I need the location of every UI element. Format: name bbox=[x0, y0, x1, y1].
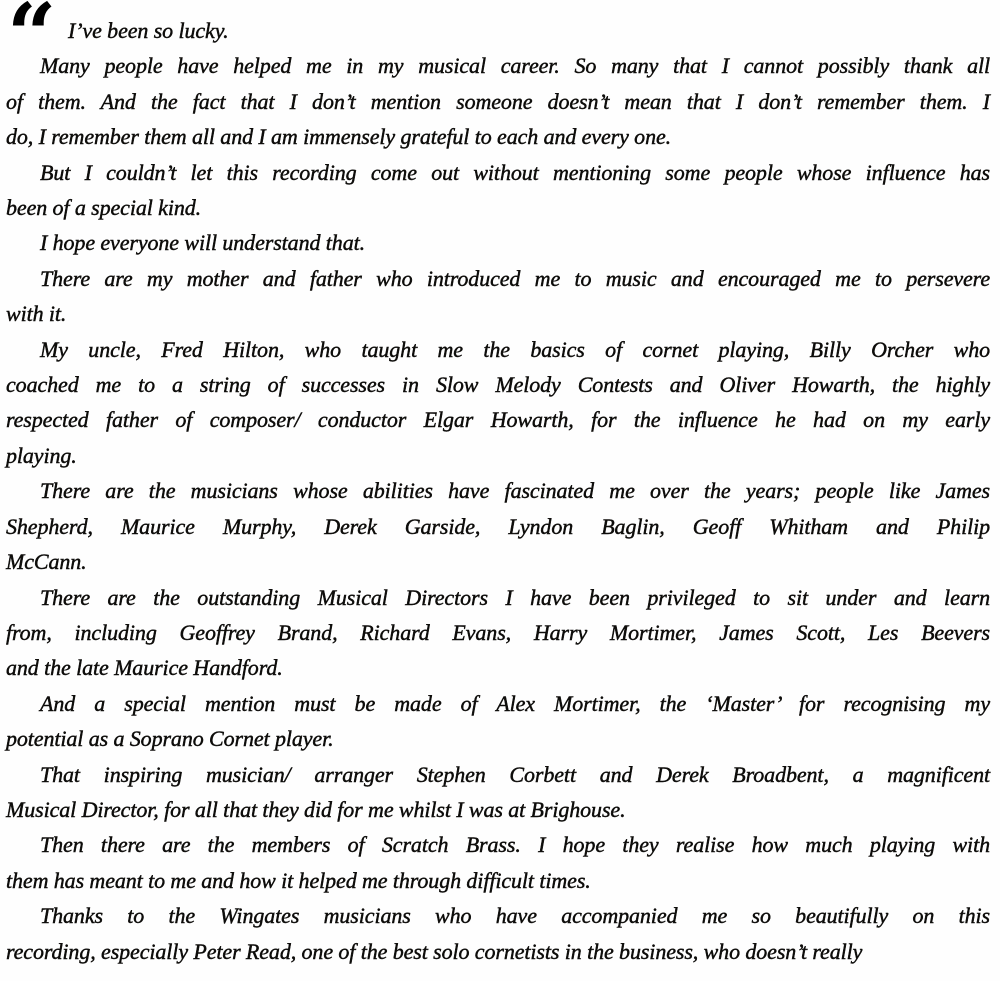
paragraph bbox=[6, 48, 990, 154]
text-line: McCann. bbox=[6, 549, 87, 575]
paragraph bbox=[6, 686, 990, 757]
text-line: I hope everyone will understand that. bbox=[40, 230, 366, 256]
text-line: do, I remember them all and I am immensely grateful to each and every one. bbox=[6, 124, 672, 150]
paragraph bbox=[6, 13, 990, 48]
text-line: them has meant to me and how it helped me through difficult times. bbox=[6, 867, 591, 893]
text-line: There are the musicians whose abilities have fascinated me over the years; people like James bbox=[40, 478, 990, 504]
paragraph bbox=[6, 580, 990, 686]
text-line: I’ve been so lucky. bbox=[68, 18, 229, 43]
paragraph bbox=[6, 225, 990, 260]
text-line: That inspiring musician/ arranger Stephen Corbett and Derek Broadbent, a magnificent bbox=[40, 761, 990, 787]
text-line: There are my mother and father who introduced me to music and encouraged me to persevere bbox=[40, 265, 990, 291]
text-line: coached me to a string of successes in Slow Melody Contests and Oliver Howarth, the highly bbox=[6, 372, 990, 398]
text-line: respected father of composer/ conductor Elgar Howarth, for the influence he had on my early bbox=[6, 407, 990, 433]
text-line: been of a special kind. bbox=[6, 195, 202, 221]
text-line: and the late Maurice Handford. bbox=[6, 655, 283, 681]
paragraph bbox=[6, 898, 990, 969]
text-line: of them. And the fact that I don’t mention someone doesn’t mean that I don’t remember them. I bbox=[6, 88, 990, 114]
text-line: And a special mention must be made of Alex Mortimer, the ‘Master’ for recognising my bbox=[40, 690, 990, 716]
text-line: from, including Geoffrey Brand, Richard Evans, Harry Mortimer, James Scott, Les Beevers bbox=[6, 619, 990, 645]
text-line: Then there are the members of Scratch Brass. I hope they realise how much playing with bbox=[40, 832, 990, 858]
paragraph bbox=[6, 261, 990, 332]
opening-quote-mark: “ bbox=[7, 0, 53, 86]
text-line: Shepherd, Maurice Murphy, Derek Garside, Lyndon Baglin, Geoff Whitham and Philip bbox=[6, 513, 990, 539]
text-line: playing. bbox=[6, 442, 77, 468]
paragraph bbox=[6, 332, 990, 474]
text-line: Thanks to the Wingates musicians who have accompanied me so beautifully on this bbox=[40, 903, 990, 929]
text-line: recording, especially Peter Read, one of the best solo cornetists in the business, who doesn’t really bbox=[6, 938, 863, 964]
paragraph bbox=[6, 473, 990, 579]
text-line: Musical Director, for all that they did for me whilst I was at Brighouse. bbox=[6, 796, 626, 822]
text-line: potential as a Soprano Cornet player. bbox=[6, 726, 334, 752]
text-line: Many people have helped me in my musical career. So many that I cannot possibly thank all bbox=[40, 53, 990, 79]
paragraph bbox=[6, 155, 990, 226]
text-line: There are the outstanding Musical Directors I have been privileged to sit under and learn bbox=[40, 584, 990, 610]
paragraph bbox=[6, 827, 990, 898]
text-line: But I couldn’t let this recording come out without mentioning some people whose influence has bbox=[40, 159, 990, 185]
paragraph bbox=[6, 757, 990, 828]
text-block bbox=[6, 0, 990, 969]
text-line: with it. bbox=[6, 301, 67, 327]
text-line: My uncle, Fred Hilton, who taught me the basics of cornet playing, Billy Orcher who bbox=[40, 336, 990, 362]
